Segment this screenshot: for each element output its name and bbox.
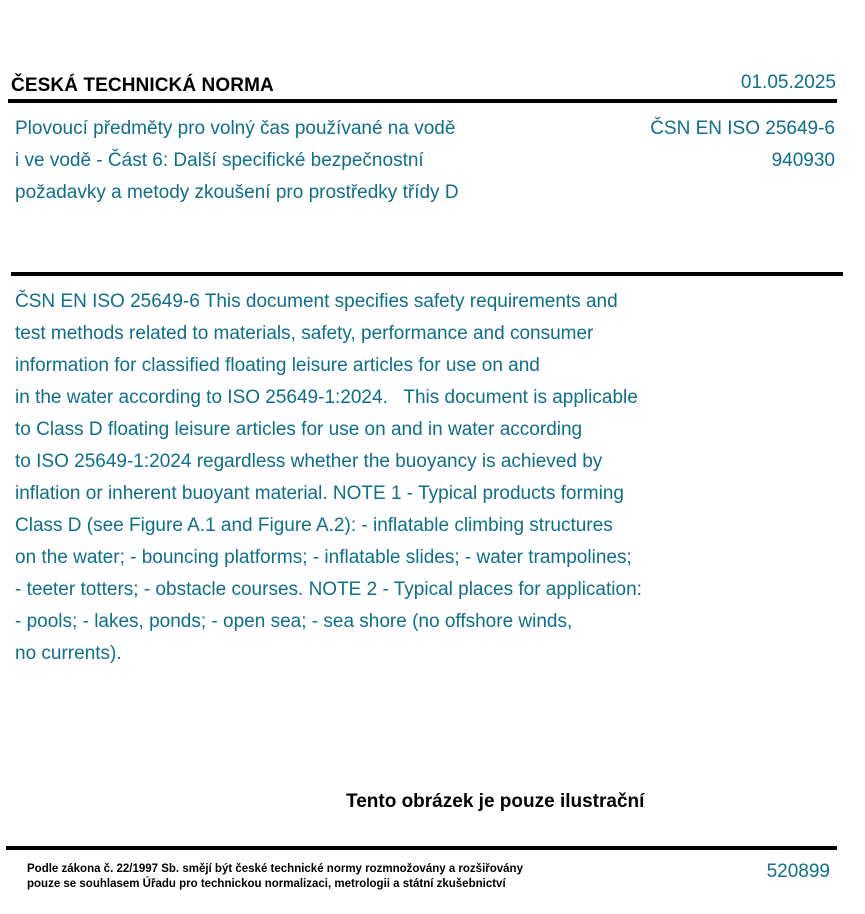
- header-title: ČESKÁ TECHNICKÁ NORMA: [11, 75, 274, 96]
- abstract-line: Class D (see Figure A.1 and Figure A.2): - inflatable climbing structures: [15, 515, 613, 536]
- abstract-line: inflation or inherent buoyant material. NOTE 1 - Typical products forming: [15, 483, 624, 504]
- abstract-line: information for classified floating leisure articles for use on and: [15, 355, 540, 376]
- abstract-line: test methods related to materials, safety, performance and consumer: [15, 323, 594, 344]
- standard-title-line: i ve vodě - Část 6: Další specifické bezpečnostní: [15, 150, 424, 171]
- class-number: 940930: [771, 150, 835, 171]
- abstract-line: - teeter totters; - obstacle courses. NOTE 2 - Typical places for application:: [15, 579, 642, 600]
- standard-code: ČSN EN ISO 25649-6: [650, 118, 835, 139]
- legal-notice-line: pouze se souhlasem Úřadu pro technickou normalizaci, metrologii a státní zkušebnictví: [27, 878, 506, 890]
- standard-title-line: Plovoucí předměty pro volný čas používané na vodě: [15, 118, 456, 139]
- standard-title: [15, 113, 535, 209]
- legal-notice: [27, 862, 523, 892]
- abstract-line: to ISO 25649-1:2024 regardless whether the buoyancy is achieved by: [15, 451, 603, 472]
- document-number: 520899: [766, 861, 830, 882]
- abstract-line: to Class D floating leisure articles for use on and in water according: [15, 419, 583, 440]
- abstract-line: no currents).: [15, 643, 122, 664]
- abstract-line: on the water; - bouncing platforms; - inflatable slides; - water trampolines;: [15, 547, 632, 568]
- standard-codes: [650, 113, 835, 177]
- abstract-line: ČSN EN ISO 25649-6 This document specifies safety requirements and: [15, 291, 618, 312]
- illustration-note: Tento obrázek je pouze ilustrační: [346, 791, 645, 812]
- legal-notice-line: Podle zákona č. 22/1997 Sb. smějí být české technické normy rozmnožovány a rozšiřovány: [27, 863, 523, 875]
- abstract: [15, 286, 745, 670]
- header-date: 01.05.2025: [740, 72, 836, 93]
- middle-rule: [11, 272, 843, 276]
- abstract-line: in the water according to ISO 25649-1:2024. This document is applicable: [15, 387, 638, 408]
- bottom-rule: [6, 846, 837, 850]
- abstract-line: - pools; - lakes, ponds; - open sea; - sea shore (no offshore winds,: [15, 611, 573, 632]
- standard-title-line: požadavky a metody zkoušení pro prostředky třídy D: [15, 182, 459, 203]
- top-rule: [8, 99, 837, 103]
